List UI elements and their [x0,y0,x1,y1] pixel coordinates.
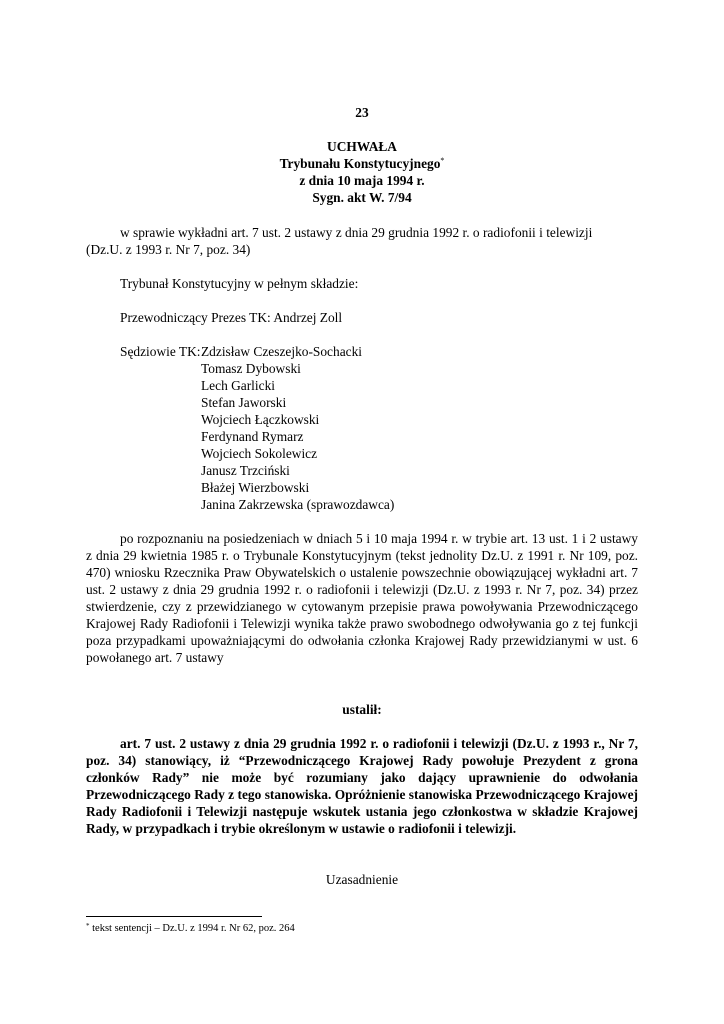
judge-name: Wojciech Łączkowski [201,412,320,427]
subject-line-2: (Dz.U. z 1993 r. Nr 7, poz. 34) [86,242,251,257]
footnote-text: tekst sentencji – Dz.U. z 1994 r. Nr 62, poz. 264 [89,923,295,934]
header-case-number: Sygn. akt W. 7/94 [312,190,412,205]
header-footnote-mark: * [440,156,445,165]
ruling-paragraph: art. 7 ust. 2 ustawy z dnia 29 grudnia 1992 r. o radiofonii i telewizji (Dz.U. z 1993 r., Nr 7, poz. 34) stanowiący, iż “Przewodniczącego Krajowej Rady powołuje Prezydent z grona członków Rady” nie może być rozumiany jako dający uprawnienie do odwołania Przewodniczącego Rady z tego stanowiska. Opróżnienie stanowiska Przewodniczącego Krajowej Rady Radiofonii i Telewizji następuje wskutek ustania jego członkostwa w składzie Krajowej Rady, w przypadkach i trybie określonym w ustawie o radiofonii i telewizji. [86,736,638,836]
judge-name: Błażej Wierzbowski [201,480,310,495]
judge-name: Zdzisław Czeszejko-Sochacki [201,344,363,359]
header-title: UCHWAŁA [327,139,397,154]
judge-name: Wojciech Sokolewicz [201,446,318,461]
justification-heading: Uzasadnienie [325,872,399,887]
judge-name: Stefan Jaworski [201,395,287,410]
judge-name: Ferdynand Rymarz [201,429,304,444]
subject-paragraph [86,224,638,258]
judges-label: Sędziowie TK: [120,344,201,359]
header-tribunal [0,155,724,172]
page-number: 23 [355,105,369,120]
subject-line-1: w sprawie wykładni art. 7 ust. 2 ustawy z dnia 29 grudnia 1992 r. o radiofonii i telewizji [120,225,593,240]
judge-name: Tomasz Dybowski [201,361,301,376]
judge-name: Lech Garlicki [201,378,275,393]
recital-paragraph: po rozpoznaniu na posiedzeniach w dniach 5 i 10 maja 1994 r. w trybie art. 13 ust. 1 i 2 ustawy z dnia 29 kwietnia 1985 r. o Trybunale Konstytucyjnym (tekst jednolity Dz.U. z 1991 r. Nr 109, poz. 470) wniosku Rzecznika Praw Obywatelskich o ustalenie powszechnie obowiązującej wykładni art. 7 ust. 2 ustawy z dnia 29 grudnia 1992 r. o radiofonii i telewizji (Dz.U. z 1993 r. Nr 7, poz. 34) przez stwierdzenie, czy z przewidzianego w cytowanym przepisie prawa powoływania Przewodniczącego Krajowej Rady Radiofonii i Telewizji wynika także prawo swobodnego odwoływania go z tej funkcji poza przypadkami upoważniającymi do odwołania członka Krajowej Rady przewidzianymi w ust. 6 powołanego art. 7 ustawy [86,531,638,665]
resolution-header [0,138,724,206]
footnote-mark: * [86,922,90,930]
judge-name: Janina Zakrzewska (sprawozdawca) [201,497,395,512]
composition-intro: Trybunał Konstytucyjny w pełnym składzie: [120,276,359,291]
chairman: Przewodniczący Prezes TK: Andrzej Zoll [120,310,343,325]
judge-name: Janusz Trzciński [201,463,290,478]
footnote [86,922,295,935]
header-date: z dnia 10 maja 1994 r. [299,173,425,188]
resolved-label: ustalił: [342,702,382,717]
footnote-divider [86,916,262,917]
header-tribunal-text: Trybunału Konstytucyjnego [279,156,441,171]
